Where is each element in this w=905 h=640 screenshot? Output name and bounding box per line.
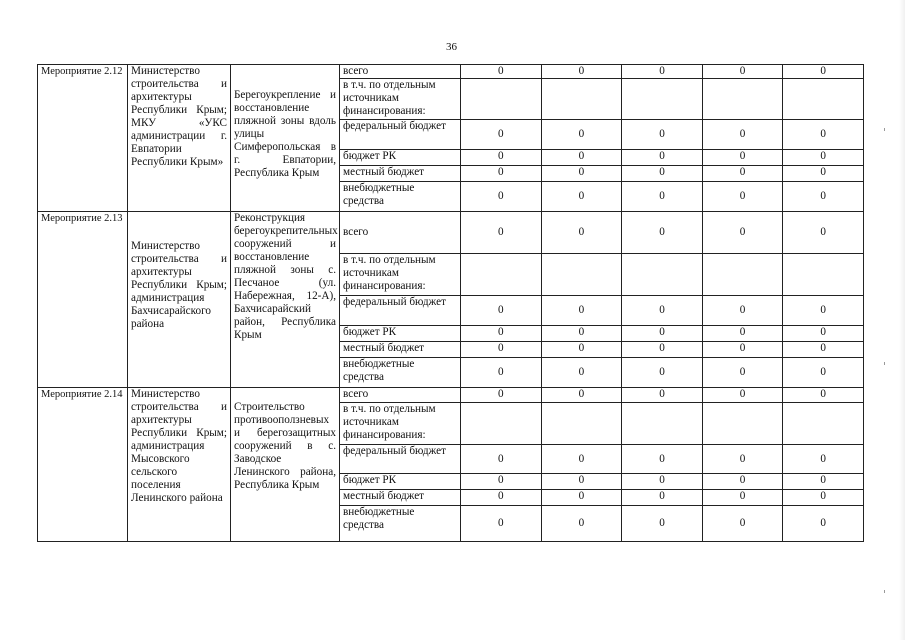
value-cell: 0 [783, 65, 864, 79]
value-cell: 0 [622, 120, 703, 150]
value-cell: 0 [783, 388, 864, 403]
value-cell: 0 [622, 358, 703, 388]
event-cell: Мероприятие 2.13 [38, 212, 128, 388]
measure-block [38, 65, 864, 212]
value-cell: 0 [702, 182, 783, 212]
value-cell [622, 403, 703, 445]
value-cell: 0 [783, 182, 864, 212]
value-cell: 0 [622, 65, 703, 79]
value-cell: 0 [702, 388, 783, 403]
value-cell: 0 [461, 212, 542, 254]
funding-source-cell: местный бюджет [340, 166, 461, 182]
funding-source-cell: в т.ч. по отдельным источникам финансирования: [340, 403, 461, 445]
funding-source-cell: местный бюджет [340, 490, 461, 506]
funding-source-cell: федеральный бюджет [340, 120, 461, 150]
value-cell: 0 [783, 506, 864, 542]
event-cell: Мероприятие 2.12 [38, 65, 128, 212]
value-cell: 0 [461, 445, 542, 474]
funding-source-cell: внебюджетные средства [340, 182, 461, 212]
funding-source-cell: всего [340, 65, 461, 79]
value-cell: 0 [783, 342, 864, 358]
value-cell [702, 254, 783, 296]
value-cell [461, 403, 542, 445]
value-cell: 0 [702, 506, 783, 542]
value-cell: 0 [622, 182, 703, 212]
value-cell: 0 [622, 388, 703, 403]
value-cell: 0 [461, 326, 542, 342]
scan-speck [884, 362, 885, 365]
measure-block [38, 388, 864, 542]
funding-source-cell: бюджет РК [340, 326, 461, 342]
value-cell: 0 [461, 65, 542, 79]
measure-block [38, 212, 864, 388]
value-cell [702, 79, 783, 120]
executor-cell: Министерство строительства и архитектуры Республики Крым; администрация Бахчисарайского района [128, 212, 231, 388]
value-cell: 0 [622, 212, 703, 254]
value-cell: 0 [461, 120, 542, 150]
funding-source-cell: бюджет РК [340, 150, 461, 166]
value-cell: 0 [461, 342, 542, 358]
value-cell: 0 [702, 445, 783, 474]
value-cell: 0 [541, 120, 622, 150]
value-cell [541, 79, 622, 120]
value-cell: 0 [541, 358, 622, 388]
value-cell: 0 [702, 490, 783, 506]
funding-source-cell: в т.ч. по отдельным источникам финансирования: [340, 254, 461, 296]
funding-source-cell: в т.ч. по отдельным источникам финансирования: [340, 79, 461, 120]
value-cell: 0 [622, 506, 703, 542]
value-cell: 0 [622, 474, 703, 490]
value-cell: 0 [783, 296, 864, 326]
description-cell: Берегоукрепление и восстановление пляжной зоны вдоль улицы Симферопольская в г. Евпатории, Республика Крым [231, 65, 340, 212]
event-cell: Мероприятие 2.14 [38, 388, 128, 542]
value-cell: 0 [541, 342, 622, 358]
value-cell: 0 [461, 388, 542, 403]
value-cell [783, 79, 864, 120]
value-cell: 0 [541, 326, 622, 342]
value-cell [622, 254, 703, 296]
value-cell: 0 [622, 342, 703, 358]
value-cell [702, 403, 783, 445]
value-cell: 0 [622, 445, 703, 474]
value-cell: 0 [461, 182, 542, 212]
value-cell: 0 [541, 490, 622, 506]
value-cell: 0 [783, 212, 864, 254]
funding-source-cell: бюджет РК [340, 474, 461, 490]
value-cell: 0 [783, 358, 864, 388]
value-cell [461, 254, 542, 296]
value-cell: 0 [702, 342, 783, 358]
value-cell: 0 [702, 65, 783, 79]
value-cell: 0 [783, 166, 864, 182]
funding-source-cell: всего [340, 388, 461, 403]
value-cell [461, 79, 542, 120]
value-cell: 0 [622, 296, 703, 326]
value-cell: 0 [783, 474, 864, 490]
value-cell: 0 [461, 474, 542, 490]
value-cell: 0 [622, 166, 703, 182]
scan-speck [884, 128, 885, 131]
value-cell: 0 [461, 150, 542, 166]
value-cell: 0 [783, 490, 864, 506]
value-cell: 0 [783, 326, 864, 342]
funding-source-cell: местный бюджет [340, 342, 461, 358]
value-cell: 0 [783, 150, 864, 166]
table-row [38, 65, 864, 79]
funding-source-cell: внебюджетные средства [340, 506, 461, 542]
funding-source-cell: всего [340, 212, 461, 254]
value-cell [541, 403, 622, 445]
value-cell: 0 [622, 150, 703, 166]
description-cell: Строительство противооползневых и берегозащитных сооружений в с. Заводское Ленинского района, Республика Крым [231, 388, 340, 542]
value-cell: 0 [461, 166, 542, 182]
table-row [38, 212, 864, 254]
value-cell: 0 [541, 388, 622, 403]
value-cell: 0 [541, 65, 622, 79]
value-cell: 0 [622, 326, 703, 342]
value-cell: 0 [702, 150, 783, 166]
value-cell: 0 [622, 490, 703, 506]
value-cell [783, 254, 864, 296]
value-cell: 0 [461, 490, 542, 506]
value-cell: 0 [702, 212, 783, 254]
funding-source-cell: федеральный бюджет [340, 445, 461, 474]
value-cell: 0 [783, 120, 864, 150]
value-cell: 0 [702, 166, 783, 182]
value-cell: 0 [541, 166, 622, 182]
value-cell: 0 [541, 474, 622, 490]
page-number: 36 [446, 41, 457, 53]
value-cell: 0 [541, 506, 622, 542]
value-cell: 0 [783, 445, 864, 474]
value-cell: 0 [702, 120, 783, 150]
executor-cell: Министерство строительства и архитектуры Республики Крым; МКУ «УКС администрации г. Евпатории Республики Крым» [128, 65, 231, 212]
value-cell [541, 254, 622, 296]
value-cell: 0 [461, 358, 542, 388]
value-cell: 0 [541, 182, 622, 212]
funding-source-cell: федеральный бюджет [340, 296, 461, 326]
executor-cell: Министерство строительства и архитектуры Республики Крым; администрация Мысовского сельского поселения Ленинского района [128, 388, 231, 542]
description-cell: Реконструкция берегоукрепительных сооружений и восстановление пляжной зоны с. Песчаное (ул. Набережная, 12-А), Бахчисарайский район, Республика Крым [231, 212, 340, 388]
value-cell: 0 [702, 326, 783, 342]
scan-speck [884, 590, 885, 593]
value-cell: 0 [702, 474, 783, 490]
scan-edge-shadow [899, 0, 905, 640]
value-cell [783, 403, 864, 445]
funding-table [37, 64, 864, 542]
funding-source-cell: внебюджетные средства [340, 358, 461, 388]
value-cell: 0 [461, 296, 542, 326]
value-cell: 0 [461, 506, 542, 542]
table-row [38, 388, 864, 403]
value-cell: 0 [702, 296, 783, 326]
value-cell: 0 [541, 212, 622, 254]
value-cell: 0 [702, 358, 783, 388]
value-cell: 0 [541, 150, 622, 166]
value-cell [622, 79, 703, 120]
value-cell: 0 [541, 445, 622, 474]
value-cell: 0 [541, 296, 622, 326]
